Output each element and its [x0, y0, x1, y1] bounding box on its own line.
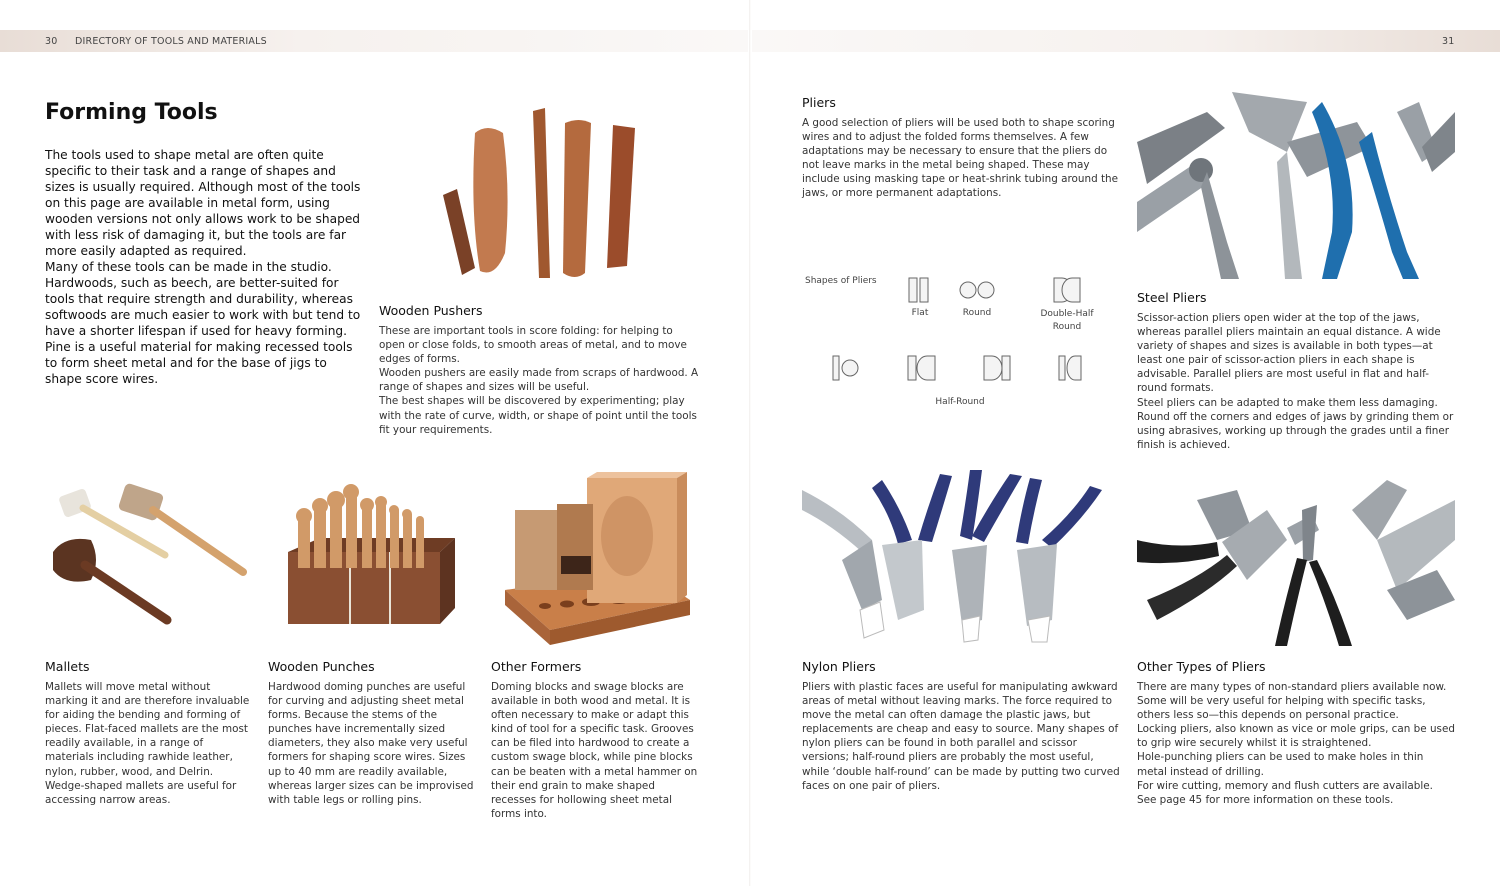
page-number-right: 31 [1442, 36, 1455, 47]
mallets-paragraph: Mallets will move metal without marking it and are therefore invaluable for aiding the bending and forming of pieces. Flat-faced mallets are the most readily available, in a range of materials including rawhide leather, nylon, rubber, wood, and Delrin. Wedge-shaped mallets are useful for accessing narrow areas. [45, 681, 250, 806]
wooden-punches-paragraph: Hardwood doming punches are useful for curving and adjusting sheet metal forms. Because the stems of the punches have incrementally sized diameters, they also make very useful formers for shaping score wires. Sizes up to 40 mm are readily available, whereas larger sizes can be improvised with table legs or rolling pins. [268, 681, 474, 806]
other-formers-paragraph: Doming blocks and swage blocks are available in both wood and metal. It is often necessary to make or adapt this kind of tool for a specific task. Grooves can be filed into hardwood to create a custom swage block, while pine blocks can be beaten with a metal hammer on their end grain to make shaped recesses for hollowing sheet metal forms into. [491, 681, 698, 820]
book-gutter [749, 0, 751, 886]
flat-jaw-icon [905, 276, 935, 306]
nylon-pliers-text [802, 680, 1120, 793]
other-formers-title: Other Formers [491, 659, 582, 674]
header-band-right [752, 30, 1500, 52]
half-round-reverse-jaw-icon [980, 354, 1014, 384]
wooden-pushers-paragraph: These are important tools in score folding: for helping to open or close folds, to smooth areas of metal, and to move edges of forms. [379, 325, 687, 366]
half-round-jaw-icon [905, 354, 939, 384]
other-pliers-text [1137, 680, 1455, 807]
steel-pliers-text [1137, 311, 1455, 452]
half-round-parallel-jaw-icon [1055, 354, 1085, 384]
intro-paragraph: Many of these tools can be made in the studio. Hardwoods, such as beech, are better-suited for tools that require strength and durability, whereas softwoods are much easier to work with but tend to have a shorter lifespan if used for heavy forming. Pine is a useful material for making recessed tools to form sheet metal and for the base of jigs to shape score wires. [45, 260, 361, 386]
half-round-flat-jaw-icon [830, 354, 862, 384]
round-jaw-icon [957, 279, 997, 303]
other-pliers-paragraph: Locking pliers, also known as vice or mole grips, can be used to grip wire securely whilst it is straightened. [1137, 723, 1455, 750]
page-number-left: 30 [45, 36, 58, 47]
other-pliers-image [1137, 470, 1455, 646]
nylon-pliers-image [802, 470, 1120, 646]
intro-text [45, 147, 363, 387]
other-pliers-paragraph: Hole-punching pliers can be used to make holes in thin metal instead of drilling. [1137, 751, 1424, 778]
wooden-punches-image [280, 480, 460, 640]
wooden-punches-title: Wooden Punches [268, 659, 375, 674]
steel-pliers-paragraph: Steel pliers can be adapted to make them less damaging. Round off the corners and edges of jaws by grinding them or using abrasives, working up through the grades until a finer finish is achieved. [1137, 396, 1454, 451]
other-formers-text [491, 680, 703, 821]
mallets-title: Mallets [45, 659, 90, 674]
flat-label: Flat [911, 308, 929, 318]
wooden-pushers-paragraph: The best shapes will be discovered by experimenting; play with the rate of curve, width, or shape of point until the tools fit your requirements. [379, 395, 697, 436]
mallets-image [45, 480, 255, 640]
double-half-round-label: Double-Half Round [1040, 309, 1094, 332]
other-pliers-title: Other Types of Pliers [1137, 659, 1266, 674]
other-pliers-paragraph: There are many types of non-standard pliers available now. Some will be very useful for helping with specific tasks, others less so—this depends on personal practice. [1137, 681, 1447, 722]
nylon-pliers-paragraph: Pliers with plastic faces are useful for manipulating awkward areas of metal without leaving marks. The force required to move the metal can often damage the plastic jaws, but replacements are cheap and easy to source. Many shapes of nylon pliers can be found in both parallel and scissor versions; half-round pliers are probably the most useful, while ‘double half-round’ can be made by putting two curved faces on one pair of pliers. [802, 681, 1120, 792]
wooden-pushers-text [379, 324, 699, 437]
wooden-pushers-paragraph: Wooden pushers are easily made from scraps of hardwood. A range of shapes and sizes will be useful. [379, 367, 699, 394]
pliers-paragraph: A good selection of pliers will be used both to shape scoring wires and to adjust the folded forms themselves. A few adaptations may be necessary to ensure that the pliers do not leave marks in the metal being shaped. These may include using masking tape or heat-shrink tubing around the jaws, or more permanent adaptations. [802, 117, 1119, 200]
pliers-title: Pliers [802, 95, 836, 110]
other-formers-image [495, 470, 695, 645]
running-title: DIRECTORY OF TOOLS AND MATERIALS [75, 36, 267, 47]
other-pliers-paragraph: For wire cutting, memory and flush cutters are available. See page 45 for more information on these tools. [1137, 779, 1433, 806]
wooden-pushers-title: Wooden Pushers [379, 303, 483, 318]
double-half-round-jaw-icon [1050, 276, 1084, 306]
pliers-text [802, 116, 1120, 201]
page-title: Forming Tools [45, 100, 218, 125]
diagram-heading: Shapes of Pliers [805, 276, 877, 286]
wooden-punches-text [268, 680, 478, 807]
nylon-pliers-title: Nylon Pliers [802, 659, 876, 674]
round-label: Round [962, 308, 992, 318]
intro-paragraph: The tools used to shape metal are often quite specific to their task and a range of shapes and sizes is usually required. Although most of the tools on this page are available in metal form, using wooden versions not only allows work to be shaped with less risk of damaging it, but the tools are far more easily adapted as required. [45, 148, 361, 258]
steel-pliers-title: Steel Pliers [1137, 290, 1207, 305]
steel-pliers-paragraph: Scissor-action pliers open wider at the top of the jaws, whereas parallel pliers maintain an equal distance. A wide variety of shapes and sizes is available in both types—at least one pair of scissor-action pliers in each shape is advisable. Parallel pliers are most useful in flat and half-round formats. [1137, 312, 1441, 395]
wooden-pushers-image [435, 103, 645, 283]
steel-pliers-image [1137, 92, 1455, 279]
mallets-text [45, 680, 250, 807]
half-round-label: Half-Round [935, 397, 985, 407]
